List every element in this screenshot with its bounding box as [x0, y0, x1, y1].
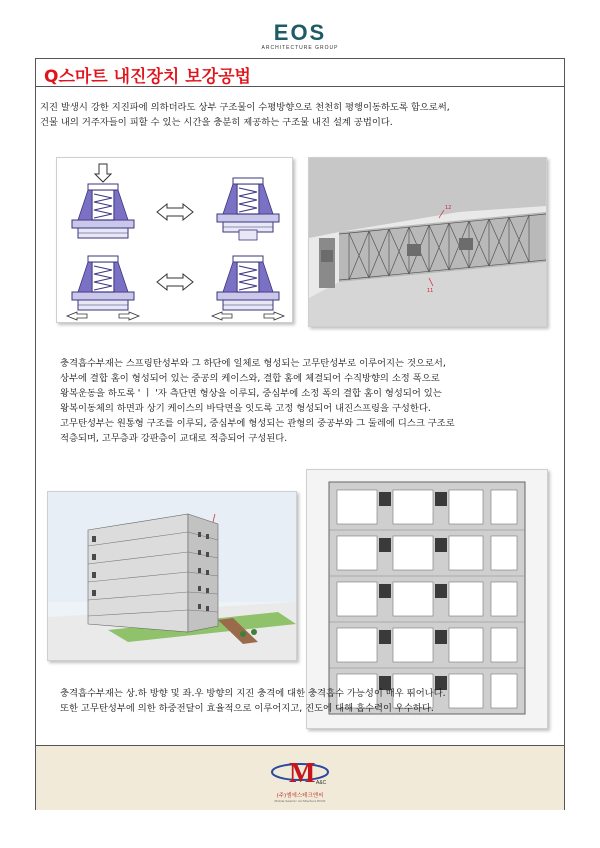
- para1-line-2: 상부에 결합 홈이 형성되어 있는 중공의 케이스와, 결합 홈에 체결되어 수직방향의 소정 폭으로: [60, 373, 440, 384]
- para2-line-2: 또한 고무탄성부에 의한 하중전달이 효율적으로 이루어지고, 진도에 대해 흡수력이 우수하다.: [60, 703, 434, 714]
- company-logo: [262, 752, 338, 806]
- eos-logo: [255, 22, 345, 56]
- damper-state-bottom-left: [67, 256, 139, 320]
- para2-line-1: 충격흡수부재는 상.하 방향 및 좌.우 방향의 지진 충격에 대한 충격흡수 가능성이 매우 뛰어나다.: [60, 688, 446, 699]
- damper-state-top-left: [72, 164, 134, 238]
- damper-state-top-right: [217, 178, 279, 240]
- ms-logo-icon: [262, 752, 338, 790]
- para1-line-3: 왕복운동을 하도록 ' ㅣ '자 측단면 형상을 이루되, 중심부에 소정 폭의 결합 홈이 형성되어 있는: [60, 388, 442, 399]
- structure-render: [309, 158, 546, 326]
- damper-diagram-image: [56, 157, 293, 323]
- company-subtitle: Mobile Seismic Architecture ECOS: [274, 799, 326, 803]
- page-title: Q스마트 내진장치 보강공법: [44, 67, 251, 87]
- para1-line-5: 고무탄성부는 원통형 구조를 이루되, 중심부에 형성되는 관형의 중공부와 그 둘레에 디스크 구조로: [60, 418, 455, 429]
- para1-line-4: 왕복이동체의 하면과 상기 케이스의 바닥면을 잇도록 고정 형성되어 내진스프링을 구성한다.: [60, 403, 431, 414]
- document-frame: [35, 58, 565, 810]
- para1-line-6: 적층되며, 고무층과 강판층이 교대로 적층되어 구성된다.: [60, 433, 288, 444]
- brand-letter: M: [289, 758, 316, 789]
- footer-bar: [36, 745, 564, 810]
- intro-line-2: 건물 내의 거주자들이 피할 수 있는 시간을 충분히 제공하는 구조물 내진 설계 공법이다.: [40, 117, 393, 128]
- company-name: (주)엠에스테크엔씨: [276, 793, 324, 799]
- logo-word: EOS: [273, 20, 327, 45]
- structure-render-image: [308, 157, 547, 327]
- damper-diagram: [57, 158, 292, 322]
- figure-label-top: 12: [445, 205, 452, 211]
- brand-mark: A&C: [316, 780, 327, 786]
- figure-label-bottom: 11: [427, 288, 434, 294]
- intro-line-1: 지진 발생시 강한 지진파에 의하더라도 상부 구조물이 수평방향으로 천천히 평행이동하도록 함으로써,: [40, 102, 450, 113]
- para1-line-1: 충격흡수부재는 스프링탄성부와 그 하단에 일체로 형성되는 고무탄성부로 이루어지는 것으로서,: [60, 358, 446, 369]
- double-arrow-icon: [157, 204, 193, 290]
- building-perspective: [48, 492, 296, 660]
- logo-subtitle: ARCHITECTURE GROUP: [261, 45, 339, 51]
- title-bar: [36, 59, 564, 87]
- damper-state-bottom-right: [212, 256, 284, 320]
- building-perspective-image: [47, 491, 297, 661]
